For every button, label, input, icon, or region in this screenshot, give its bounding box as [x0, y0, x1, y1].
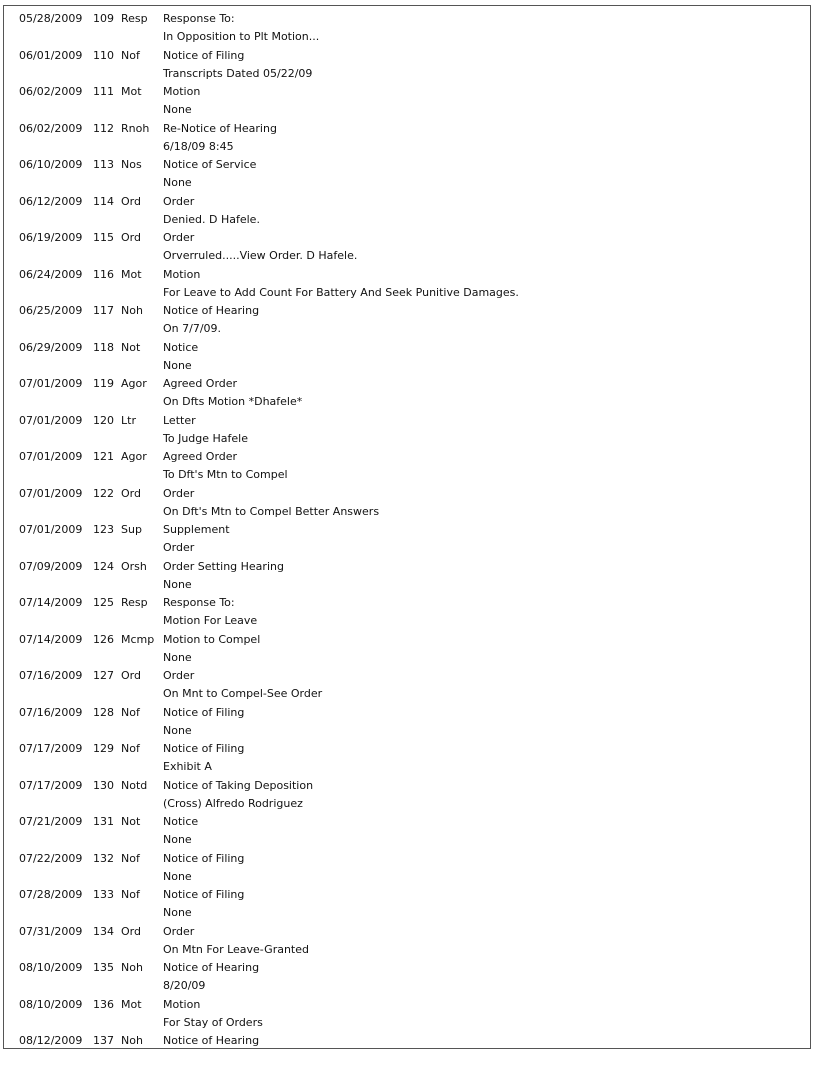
entry-number: 129 [93, 742, 114, 755]
entry-code: Not [121, 340, 141, 354]
entry-code: Nof [121, 705, 140, 719]
entry-description: Order [163, 231, 195, 244]
entry-header-line [19, 10, 809, 28]
entry-date: 07/17/2009 [19, 742, 83, 755]
entry-date: 07/21/2009 [19, 815, 83, 828]
entry-date: 07/14/2009 [19, 632, 83, 646]
docket-entry [19, 156, 809, 193]
entry-date: 07/14/2009 [19, 596, 83, 609]
entry-description: Agreed Order [163, 377, 238, 390]
entry-date: 07/01/2009 [19, 523, 83, 536]
entry-description: Letter [163, 413, 196, 427]
entry-date: 08/10/2009 [19, 997, 83, 1011]
entry-code: Sup [121, 523, 142, 536]
entry-detail: None [163, 723, 192, 737]
entry-header-line [19, 375, 809, 393]
entry-date: 06/02/2009 [19, 85, 83, 98]
entry-detail: None [163, 906, 192, 920]
entry-number: 116 [93, 267, 114, 281]
entry-detail: Orverruled.....View Order. D Hafele. [163, 249, 358, 263]
entry-date: 06/01/2009 [19, 48, 83, 62]
entry-detail: 8/20/09 [163, 979, 206, 993]
entry-detail: 6/18/09 8:45 [163, 139, 234, 153]
entry-detail-line [19, 685, 809, 703]
entry-detail-line [19, 1050, 809, 1068]
entry-code: Resp [121, 12, 148, 25]
docket-entry [19, 375, 809, 412]
entry-description: Motion to Compel [163, 632, 261, 646]
entry-detail-line [19, 466, 809, 484]
entry-header-line [19, 485, 809, 503]
entry-detail-line [19, 284, 809, 302]
entry-detail: None [163, 869, 192, 883]
docket-entry [19, 704, 809, 741]
docket-entry [19, 193, 809, 230]
entry-date: 06/10/2009 [19, 158, 83, 171]
entry-date: 06/02/2009 [19, 121, 83, 135]
entry-number: 123 [93, 523, 114, 536]
entry-date: 08/10/2009 [19, 961, 83, 974]
entry-detail-line [19, 503, 809, 521]
docket-entry [19, 302, 809, 339]
entry-number: 117 [93, 304, 114, 317]
entry-detail-line [19, 101, 809, 119]
entry-date: 07/01/2009 [19, 413, 83, 427]
docket-entry [19, 229, 809, 266]
entry-date: 07/01/2009 [19, 377, 83, 390]
entry-number: 111 [93, 85, 114, 98]
entry-description: Motion [163, 997, 201, 1011]
entry-detail-line [19, 357, 809, 375]
entry-description: Notice [163, 340, 199, 354]
entry-date: 06/12/2009 [19, 194, 83, 208]
entry-code: Not [121, 815, 141, 828]
entry-code: Nof [121, 48, 140, 62]
entry-number: 131 [93, 815, 114, 828]
docket-entry [19, 996, 809, 1033]
entry-description: Order [163, 669, 195, 682]
entry-detail-line [19, 758, 809, 776]
docket-entry [19, 923, 809, 960]
entry-detail: Denied. D Hafele. [163, 212, 260, 226]
entry-header-line [19, 959, 809, 977]
entry-date: 06/29/2009 [19, 340, 83, 354]
entry-header-line [19, 923, 809, 941]
entry-detail: None [163, 358, 192, 372]
entry-code: Ord [121, 231, 141, 244]
entry-detail-line [19, 28, 809, 46]
entry-detail: None [163, 103, 192, 117]
entry-detail: In Opposition to Plt Motion... [163, 30, 320, 44]
entry-description: Notice [163, 815, 199, 828]
entry-description: Notice of Service [163, 158, 257, 171]
entry-detail-line [19, 65, 809, 83]
entry-code: Resp [121, 596, 148, 609]
entry-code: Mot [121, 997, 142, 1011]
entry-detail: For Stay of Orders [163, 1015, 263, 1029]
entry-header-line [19, 229, 809, 247]
entry-description: Notice of Hearing [163, 1034, 260, 1047]
entry-detail: For Leave to Add Count For Battery And Seek Punitive Damages. [163, 285, 519, 299]
entry-description: Re-Notice of Hearing [163, 121, 277, 135]
entry-header-line [19, 47, 809, 65]
entry-header-line [19, 558, 809, 576]
docket-entry [19, 448, 809, 485]
entry-code: Mot [121, 267, 142, 281]
entry-code: Notd [121, 778, 148, 792]
entry-number: 136 [93, 997, 114, 1011]
entry-detail-line [19, 977, 809, 995]
entry-number: 113 [93, 158, 114, 171]
entry-description: Notice of Taking Deposition [163, 778, 314, 792]
entry-code: Nof [121, 851, 140, 865]
entry-description: Response To: [163, 12, 235, 25]
entry-detail-line [19, 576, 809, 594]
entry-header-line [19, 448, 809, 466]
entry-header-line [19, 156, 809, 174]
docket-list [19, 10, 809, 1069]
entry-code: Noh [121, 304, 143, 317]
entry-code: Orsh [121, 559, 147, 573]
entry-detail-line [19, 539, 809, 557]
entry-description: Notice of Filing [163, 705, 245, 719]
entry-detail-line [19, 612, 809, 630]
entry-header-line [19, 886, 809, 904]
entry-number: 110 [93, 48, 114, 62]
entry-date: 06/24/2009 [19, 267, 83, 281]
entry-detail: On Mnt to Compel-See Order [163, 687, 323, 701]
docket-entry [19, 47, 809, 84]
entry-code: Nos [121, 158, 142, 171]
entry-code: Ord [121, 924, 141, 938]
entry-description: Notice of Hearing [163, 304, 260, 317]
entry-code: Nof [121, 888, 140, 901]
entry-number: 128 [93, 705, 114, 719]
docket-entry [19, 120, 809, 157]
entry-detail: On Dfts Motion *Dhafele* [163, 395, 303, 409]
entry-header-line [19, 777, 809, 795]
docket-entry [19, 266, 809, 303]
docket-entry [19, 558, 809, 595]
entry-number: 115 [93, 231, 114, 244]
entry-header-line [19, 1032, 809, 1050]
entry-number: 114 [93, 194, 114, 208]
entry-detail-line [19, 868, 809, 886]
entry-date: 07/01/2009 [19, 486, 83, 500]
entry-description: Order Setting Hearing [163, 559, 284, 573]
entry-number: 109 [93, 12, 114, 25]
entry-detail: Motion For Leave [163, 614, 258, 628]
entry-detail: None [163, 650, 192, 664]
entry-description: Notice of Filing [163, 742, 245, 755]
entry-detail-line [19, 904, 809, 922]
entry-date: 06/19/2009 [19, 231, 83, 244]
entry-number: 137 [93, 1034, 114, 1047]
entry-date: 07/01/2009 [19, 450, 83, 463]
entry-detail-line [19, 174, 809, 192]
entry-code: Noh [121, 961, 143, 974]
entry-header-line [19, 813, 809, 831]
entry-detail: On Dft's Mtn to Compel Better Answers [163, 504, 380, 518]
entry-detail-line [19, 247, 809, 265]
entry-description: Order [163, 194, 195, 208]
entry-date: 07/22/2009 [19, 851, 83, 865]
entry-detail-line [19, 138, 809, 156]
entry-code: Nof [121, 742, 140, 755]
entry-detail-line [19, 430, 809, 448]
entry-detail-line [19, 941, 809, 959]
entry-date: 07/17/2009 [19, 778, 83, 792]
docket-entry [19, 959, 809, 996]
entry-number: 132 [93, 851, 114, 865]
entry-header-line [19, 704, 809, 722]
entry-detail: Exhibit A [163, 760, 212, 774]
entry-number: 119 [93, 377, 114, 390]
docket-entry [19, 813, 809, 850]
docket-entry [19, 412, 809, 449]
entry-description: Notice of Hearing [163, 961, 260, 974]
entry-description: Supplement [163, 523, 230, 536]
entry-code: Ord [121, 194, 141, 208]
entry-description: Notice of Filing [163, 888, 245, 901]
entry-detail: None [163, 833, 192, 847]
entry-detail-line [19, 1014, 809, 1032]
docket-entry [19, 631, 809, 668]
entry-date: 05/28/2009 [19, 12, 83, 25]
docket-entry [19, 485, 809, 522]
entry-code: Agor [121, 377, 147, 390]
entry-header-line [19, 521, 809, 539]
entry-detail: To Judge Hafele [163, 431, 248, 445]
entry-header-line [19, 412, 809, 430]
entry-detail-line [19, 722, 809, 740]
entry-detail-line [19, 211, 809, 229]
entry-description: Order [163, 486, 195, 500]
entry-date: 06/25/2009 [19, 304, 83, 317]
entry-detail-line [19, 649, 809, 667]
entry-date: 07/31/2009 [19, 924, 83, 938]
entry-number: 130 [93, 778, 114, 792]
docket-entry [19, 339, 809, 376]
entry-number: 122 [93, 486, 114, 500]
entry-description: Motion [163, 85, 201, 98]
entry-detail-line [19, 795, 809, 813]
entry-description: Agreed Order [163, 450, 238, 463]
docket-entry [19, 10, 809, 47]
entry-number: 134 [93, 924, 114, 938]
entry-header-line [19, 120, 809, 138]
entry-detail: Transcripts Dated 05/22/09 [163, 66, 313, 80]
entry-header-line [19, 631, 809, 649]
entry-detail: (Cross) Alfredo Rodriguez [163, 796, 303, 810]
entry-detail: On Mtn For Leave-Granted [163, 942, 309, 956]
entry-code: Rnoh [121, 121, 150, 135]
entry-header-line [19, 996, 809, 1014]
entry-date: 08/12/2009 [19, 1034, 83, 1047]
entry-number: 126 [93, 632, 114, 646]
entry-code: Ord [121, 486, 141, 500]
entry-number: 133 [93, 888, 114, 901]
entry-description: Notice of Filing [163, 48, 245, 62]
entry-header-line [19, 740, 809, 758]
entry-date: 07/09/2009 [19, 559, 83, 573]
docket-entry [19, 521, 809, 558]
entry-detail-line [19, 393, 809, 411]
docket-entry [19, 886, 809, 923]
entry-number: 125 [93, 596, 114, 609]
entry-description: Motion [163, 267, 201, 281]
entry-code: Noh [121, 1034, 143, 1047]
entry-number: 120 [93, 413, 114, 427]
entry-header-line [19, 302, 809, 320]
entry-code: Ltr [121, 413, 136, 427]
entry-number: 127 [93, 669, 114, 682]
entry-detail: None [163, 176, 192, 190]
entry-header-line [19, 83, 809, 101]
entry-detail: Order [163, 541, 195, 555]
docket-entry [19, 850, 809, 887]
entry-detail-line [19, 320, 809, 338]
entry-code: Mcmp [121, 632, 155, 646]
entry-header-line [19, 850, 809, 868]
docket-frame [3, 5, 811, 1049]
entry-description: Notice of Filing [163, 851, 245, 865]
entry-detail: To Dft's Mtn to Compel [163, 468, 288, 482]
docket-entry [19, 740, 809, 777]
entry-date: 07/28/2009 [19, 888, 83, 901]
entry-date: 07/16/2009 [19, 705, 83, 719]
entry-header-line [19, 266, 809, 284]
entry-header-line [19, 667, 809, 685]
entry-header-line [19, 193, 809, 211]
entry-header-line [19, 339, 809, 357]
entry-detail-line [19, 831, 809, 849]
docket-entry [19, 1032, 809, 1069]
entry-number: 124 [93, 559, 114, 573]
docket-entry [19, 667, 809, 704]
entry-detail: None [163, 577, 192, 591]
docket-entry [19, 777, 809, 814]
entry-date: 07/16/2009 [19, 669, 83, 682]
entry-number: 121 [93, 450, 114, 463]
entry-detail: On 7/7/09. [163, 322, 222, 336]
docket-entry [19, 83, 809, 120]
entry-code: Mot [121, 85, 142, 98]
docket-entry [19, 594, 809, 631]
entry-description: Response To: [163, 596, 235, 609]
entry-number: 112 [93, 121, 114, 135]
entry-code: Ord [121, 669, 141, 682]
entry-number: 118 [93, 340, 114, 354]
entry-code: Agor [121, 450, 147, 463]
entry-number: 135 [93, 961, 114, 974]
entry-header-line [19, 594, 809, 612]
entry-description: Order [163, 924, 195, 938]
